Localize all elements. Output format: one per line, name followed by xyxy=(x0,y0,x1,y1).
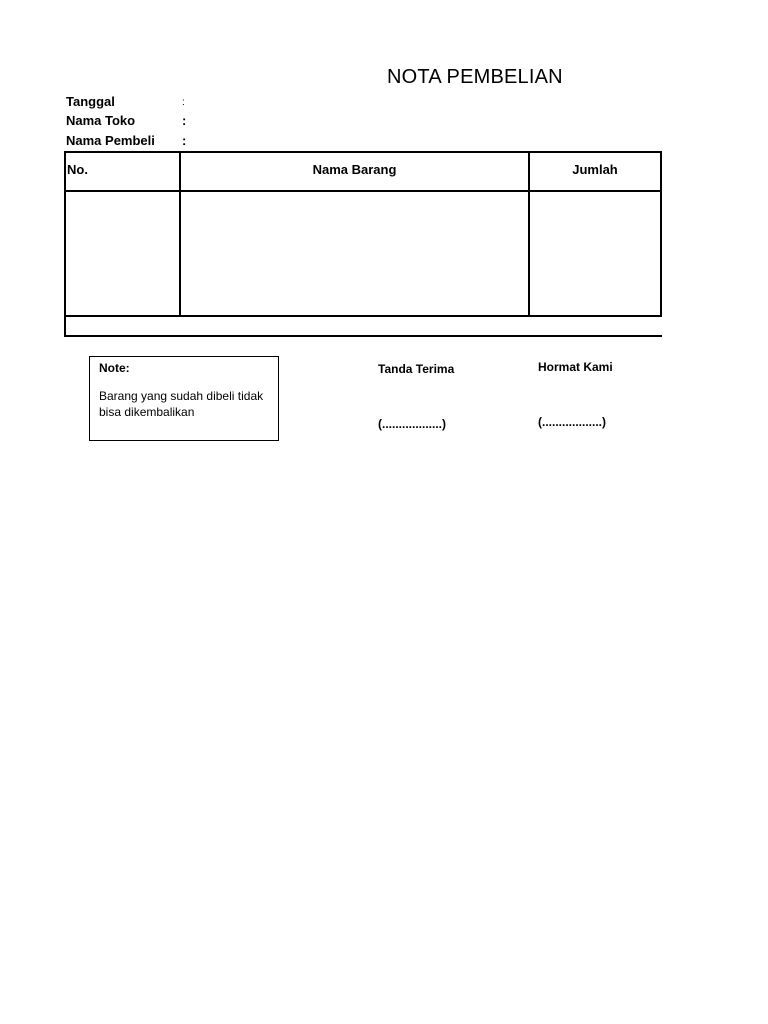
table-footer-bottom xyxy=(64,335,662,337)
column-header-no: No. xyxy=(67,162,88,177)
tanggal-label: Tanggal xyxy=(66,94,115,109)
table-left-border xyxy=(64,151,66,337)
column-header-nama-barang: Nama Barang xyxy=(312,162,397,177)
nama-toko-label: Nama Toko xyxy=(66,113,136,128)
table-right-border xyxy=(660,151,662,317)
note-text: Barang yang sudah dibeli tidak bisa dikembalikan xyxy=(99,389,264,419)
tanda-terima-signature-line: (..................) xyxy=(378,417,447,431)
table-top-border xyxy=(64,151,662,153)
hormat-kami-signature-line: (..................) xyxy=(538,415,607,429)
nama-pembeli-colon: : xyxy=(182,133,187,148)
nama-toko-colon: : xyxy=(182,113,187,128)
note-box xyxy=(89,356,279,441)
nama-pembeli-label: Nama Pembeli xyxy=(66,133,155,148)
table-header-divider xyxy=(64,190,662,192)
column-header-jumlah: Jumlah xyxy=(572,162,618,177)
note-title: Note: xyxy=(99,361,130,375)
hormat-kami-label: Hormat Kami xyxy=(538,360,613,374)
tanda-terima-label: Tanda Terima xyxy=(378,362,455,376)
tanggal-colon: : xyxy=(182,97,185,108)
document-title: NOTA PEMBELIAN xyxy=(387,66,563,88)
table-body-bottom xyxy=(64,315,662,317)
